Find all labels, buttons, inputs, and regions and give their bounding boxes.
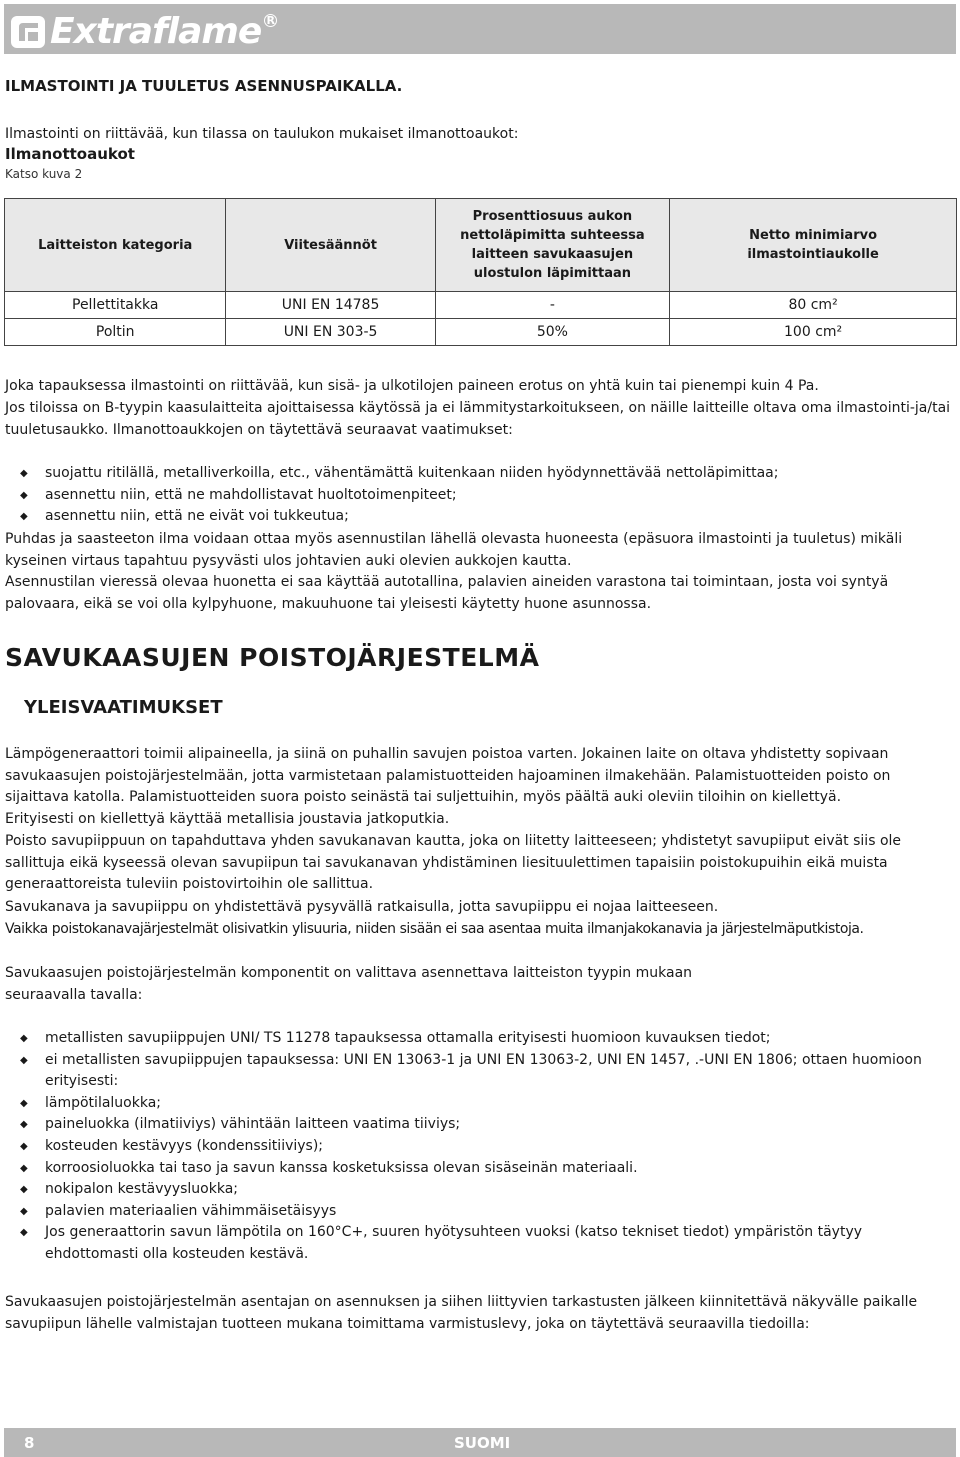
logo-mark-icon (10, 13, 48, 51)
table-cell: 100 cm² (670, 319, 957, 346)
list-item (20, 1179, 956, 1201)
table-cell: Pellettitakka (5, 292, 226, 319)
column-header: Netto minimiarvo ilmastointiaukolle (670, 199, 957, 292)
diamond-bullet-icon: ◆ (20, 1119, 28, 1131)
language-label: SUOMI (454, 1434, 511, 1452)
diamond-bullet-icon: ◆ (20, 1054, 28, 1066)
paragraph: Savukaasujen poistojärjestelmän asentajan on asennuksen ja siihen liittyvien tarkastusten jälkeen kiinnitettävä näkyvälle paikalle savupiipun lähelle valmistajan tuotteen mukana toimittama varmistuslevy, joka on täytettävä seuraavilla tiedoilla: (5, 1294, 918, 1332)
paragraph: Asennustilan vieressä olevaa huonetta ei saa käyttää autotallina, palavien aineiden varastona tai toimintaan, josta voi syntyä palovaara, eikä se voi olla kylpyhuone, makuuhuone tai yleisesti käytetty huone asunnossa. (5, 574, 889, 612)
diamond-bullet-icon: ◆ (20, 468, 28, 479)
paragraph: Puhdas ja saasteeton ilma voidaan ottaa myös asennustilan lähellä olevasta huoneesta (epäsuora ilmastointi ja tuuletus) mikäli kyseinen virtaus tapahtuu pysyvästi ulos johtavien auki olevien aukkojen kautta. (5, 531, 903, 569)
list-item (20, 1158, 956, 1180)
table-cell: 80 cm² (670, 292, 957, 319)
list-item-text: lämpötilaluokka; (45, 1094, 161, 1111)
column-header: Laitteiston kategoria (5, 199, 226, 292)
list-item (20, 1028, 956, 1050)
ventilation-table (4, 198, 957, 346)
paragraph: Savukaasujen poistojärjestelmän komponentit on valittava asennettava laitteiston tyypin mukaan seuraavalla tavalla: (5, 965, 693, 1003)
registered-mark: R (264, 14, 277, 27)
column-header: Viitesäännöt (226, 199, 435, 292)
paragraph: Savukanava ja savupiippu on yhdistettävä pysyvällä ratkaisulla, jotta savupiippu ei nojaa laitteeseen. (5, 899, 719, 915)
diamond-bullet-icon: ◆ (20, 1205, 28, 1217)
list-item-text: ei metallisten savupiippujen tapauksessa: UNI EN 13063-1 ja UNI EN 13063-2, UNI EN 1457, .-UNI EN 1806; ottaen huomioon erityisesti: (45, 1051, 922, 1090)
requirements-list (20, 463, 956, 528)
table-cell: - (435, 292, 669, 319)
paragraph: Lämpögeneraattori toimii alipaineella, ja siinä on puhallin savujen poistoa varten. Jokainen laite on oltava yhdistetty sopivaan savukaasujen poistojärjestelmään, jotta varmistetaan palamistuotteiden hajoaminen ilmakehään. Palamistuotteiden poisto on sijaittava katolla. Palamistuotteiden suora poisto seinästä tai suljettuihin, myös päältä auki oleviin tiloihin on kiellettyä. (5, 746, 891, 806)
diamond-bullet-icon: ◆ (20, 489, 28, 501)
footer-bar (4, 1428, 956, 1457)
list-item (20, 485, 956, 507)
brand-logo (10, 12, 277, 52)
see-figure-note: Katso kuva 2 (5, 167, 83, 181)
list-item-text: Jos generaattorin savun lämpötila on 160°C+, suuren hyötysuhteen vuoksi (katso tekniset tiedot) ympäristön täytyy ehdottomasti olla kosteuden kestävä. (45, 1224, 863, 1262)
list-item (20, 506, 956, 528)
diamond-bullet-icon: ◆ (20, 1227, 28, 1239)
table-cell: 50% (435, 319, 669, 346)
table-cell: UNI EN 14785 (226, 292, 435, 319)
list-item-text: suojattu ritilällä, metalliverkoilla, etc., vähentämättä kuitenkaan niiden hyödynnettävää nettoläpimittaa; (45, 465, 779, 481)
list-item-text: paineluokka (ilmatiiviys) vähintään laitteen vaatima tiiviys; (45, 1116, 461, 1133)
brand-name: Extraflame (50, 11, 262, 52)
list-item (20, 1050, 956, 1093)
diamond-bullet-icon: ◆ (20, 1140, 28, 1152)
diamond-bullet-icon: ◆ (20, 511, 28, 523)
list-item (20, 1222, 956, 1265)
flue-components-list (20, 1028, 956, 1266)
air-intakes-subtitle: Ilmanottoaukot (5, 145, 135, 163)
list-item-text: metallisten savupiippujen UNI/ TS 11278 tapauksessa ottamalla erityisesti huomioon kuvauksen tiedot; (45, 1030, 771, 1046)
paragraph: Poisto savupiippuun on tapahduttava yhden savukanavan kautta, joka on liitetty laitteeseen; yhdistetyt savupiiput eivät siis ole sallittuja eikä kyseessä olevan savupiipun tai savukanavan yhdistäminen liesituulettimen tapaisiin poistokupuihin eikä muista generaattoreista tuleviin poistovirtoihin ole sallittua. (5, 833, 902, 893)
list-item (20, 1114, 956, 1136)
table-cell: Poltin (5, 319, 226, 346)
section-title-flue-system: SAVUKAASUJEN POISTOJÄRJESTELMÄ (5, 643, 540, 672)
paragraph: Jos tiloissa on B-tyypin kaasulaitteita ajoittaisessa käytössä ja ei lämmitystarkoitukseen, on näille laitteille oltava oma ilmastointi-ja/tai tuuletusaukko. Ilmanottoaukkojen on täytettävä seuraavat vaatimukset: (5, 400, 951, 438)
general-requirements-subtitle: YLEISVAATIMUKSET (24, 697, 223, 718)
paragraph: Vaikka poistokanavajärjestelmät olisivatkin ylisuuria, niiden sisään ei saa asentaa muita ilmanjakokanavia ja järjestelmäputkistoja. (5, 921, 864, 937)
list-item-text: kosteuden kestävyys (kondenssitiiviys); (45, 1137, 324, 1154)
diamond-bullet-icon: ◆ (20, 1184, 28, 1196)
list-item-text: korroosioluokka tai taso ja savun kanssa kosketuksissa olevan sisäseinän materiaali. (45, 1159, 638, 1176)
list-item-text: nokipalon kestävyysluokka; (45, 1181, 239, 1198)
list-item-text: asennettu niin, että ne eivät voi tukkeutua; (45, 508, 349, 525)
table-header-row (5, 199, 957, 292)
list-item (20, 1201, 956, 1223)
paragraph: Erityisesti on kiellettyä käyttää metallisia joustavia jatkoputkia. (5, 811, 450, 827)
table-cell: UNI EN 303-5 (226, 319, 435, 346)
table-row (5, 319, 957, 346)
diamond-bullet-icon: ◆ (20, 1097, 28, 1109)
list-item-text: asennettu niin, että ne mahdollistavat huoltotoimenpiteet; (45, 486, 457, 503)
header-bar (4, 4, 956, 54)
diamond-bullet-icon: ◆ (20, 1162, 28, 1174)
column-header: Prosenttiosuus aukon nettoläpimitta suhteessa laitteen savukaasujen ulostulon läpimittaan (435, 199, 669, 292)
list-item (20, 1093, 956, 1115)
paragraph: Joka tapauksessa ilmastointi on riittävää, kun sisä- ja ulkotilojen paineen erotus on yhtä kuin tai pienempi kuin 4 Pa. (5, 378, 819, 394)
list-item (20, 463, 956, 485)
table-row (5, 292, 957, 319)
list-item-text: palavien materiaalien vähimmäisetäisyys (45, 1202, 337, 1219)
page-number: 8 (24, 1434, 35, 1452)
section-title-ventilation: ILMASTOINTI JA TUULETUS ASENNUSPAIKALLA. (5, 77, 403, 95)
diamond-bullet-icon: ◆ (20, 1033, 28, 1044)
intro-text: Ilmastointi on riittävää, kun tilassa on taulukon mukaiset ilmanottoaukot: (5, 126, 519, 142)
list-item (20, 1136, 956, 1158)
